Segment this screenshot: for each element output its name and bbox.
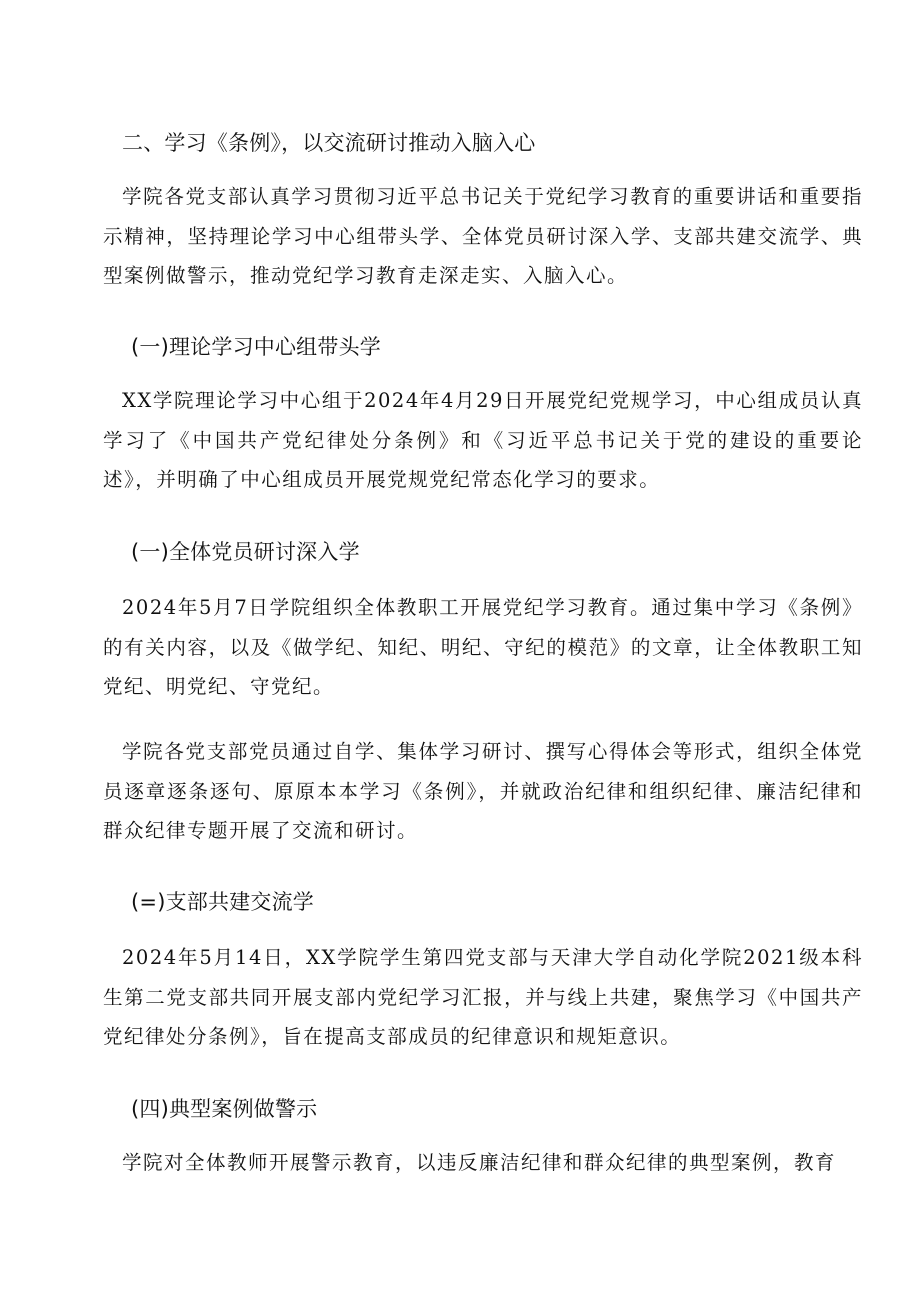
subsection-heading-2: (一)全体党员研讨深入学 xyxy=(131,540,360,564)
subsection-2-paragraph-1: 2024年5月7日学院组织全体教职工开展党纪学习教育。通过集中学习《条例》的有关内容，以及《做学纪、知纪、明纪、守纪的模范》的文章，让全体教职工知党纪、明党纪、守党纪。 xyxy=(103,596,863,698)
subsection-1-paragraph-1: XX学院理论学习中心组于2024年4月29日开展党纪党规学习，中心组成员认真学习了《中国共产党纪律处分条例》和《习近平总书记关于党的建设的重要论述》，并明确了中心组成员开展党规党纪常态化学习的要求。 xyxy=(103,389,863,491)
subsection-heading-4: (四)典型案例做警示 xyxy=(131,1097,318,1121)
section-title: 二、学习《条例》，以交流研讨推动入脑入心 xyxy=(122,131,536,155)
subsection-heading-1: (一)理论学习中心组带头学 xyxy=(131,335,381,359)
subsection-heading-3: (=)支部共建交流学 xyxy=(131,890,314,914)
subsection-2-paragraph-2: 学院各党支部党员通过自学、集体学习研讨、撰写心得体会等形式，组织全体党员逐章逐条逐句、原原本本学习《条例》，并就政治纪律和组织纪律、廉洁纪律和群众纪律专题开展了交流和研讨。 xyxy=(103,740,863,842)
intro-paragraph: 学院各党支部认真学习贯彻习近平总书记关于党纪学习教育的重要讲话和重要指示精神，坚持理论学习中心组带头学、全体党员研讨深入学、支部共建交流学、典型案例做警示，推动党纪学习教育走深走实、入脑入心。 xyxy=(103,185,863,287)
subsection-4-paragraph-1: 学院对全体教师开展警示教育，以违反廉洁纪律和群众纪律的典型案例，教育 xyxy=(122,1151,837,1174)
subsection-3-paragraph-1: 2024年5月14日，XX学院学生第四党支部与天津大学自动化学院2021级本科生第二党支部共同开展支部内党纪学习汇报，并与线上共建，聚焦学习《中国共产党纪律处分条例》，旨在提高支部成员的纪律意识和规矩意识。 xyxy=(103,946,863,1048)
